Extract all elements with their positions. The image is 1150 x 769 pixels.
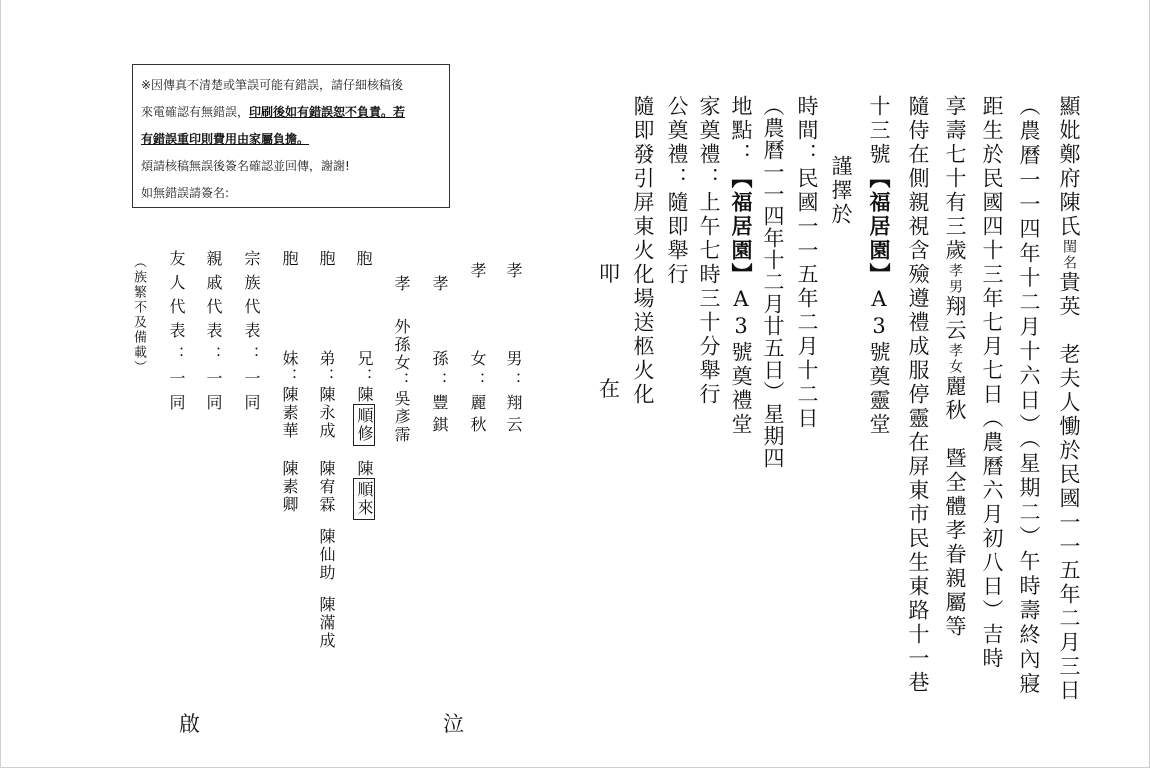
hall-name: A3號奠靈堂: [867, 287, 891, 437]
signature-prompt: 如無錯誤請簽名:: [141, 186, 230, 200]
public-ceremony: 公奠禮：隨即舉行: [665, 95, 689, 287]
qi-glyph: 啟: [179, 712, 200, 736]
xiao-son-title: 孝: [504, 262, 523, 284]
deceased-name: 顯妣鄭府陳氏: [1057, 95, 1081, 239]
xiao-daughter-title: 孝: [468, 262, 487, 284]
obit-col-7: 謹擇於: [829, 155, 853, 227]
notice-line-2-bold: 印刷後如有錯誤恕不負責。若: [249, 105, 406, 119]
elder-brother-surname-1: 陳: [355, 386, 374, 404]
younger-sister: 妹：陳素華: [280, 350, 299, 440]
notice-line-1: ※因傳真不清楚或筆誤可能有錯誤，請仔細核稿後: [141, 78, 404, 92]
elder-brother-label: 兄：: [355, 350, 374, 386]
location-label: 地點：: [729, 95, 753, 167]
xiao-wai-title: 孝: [392, 275, 411, 297]
younger-brother-3: 陳仙助: [317, 528, 336, 582]
xiao-grandson: 孫：豐錤: [430, 350, 449, 438]
notice-line-4: 煩請核稿無誤後簽名確認並回傳，謝謝!: [141, 159, 350, 173]
family-ceremony: 家奠禮：上午七時三十分舉行: [697, 95, 721, 407]
boxed-name-2: 順來: [353, 478, 375, 520]
obit-col-4: [941, 95, 969, 639]
age-text: 享壽七十有三歲: [943, 95, 967, 263]
younger-brother: 弟：陳永成: [317, 350, 336, 440]
son-name: 翔云: [943, 295, 967, 343]
venue-name: 【福居園】: [867, 167, 892, 287]
bao-sister-title: 胞: [280, 250, 299, 272]
notice-line-2-plain: 來電確認有無錯誤，: [141, 105, 250, 119]
son-label: 孝男: [947, 263, 963, 295]
elder-brother: [353, 350, 375, 446]
location-hall: A3號奠禮堂: [729, 287, 753, 437]
ceremony-lunar-date: （農曆一一四年十二月廿五日）星期四: [761, 95, 785, 469]
notice-line-2: [141, 102, 441, 129]
obit-col-5: 隨侍在側親視含殮遵禮成服停靈在屏東市民生東路十一巷: [906, 95, 930, 695]
ceremony-location: [727, 95, 755, 437]
xiao-son: 男：翔云: [504, 350, 523, 438]
obit-col-2: （農曆一一四年十二月十六日）（星期二）午時壽終內寢: [1017, 95, 1041, 697]
daughter-label: 孝女: [947, 343, 963, 375]
boxed-name-1: 順修: [353, 404, 375, 446]
clan-representative: 宗族代表：一同: [242, 250, 261, 418]
relatives-representative: 親戚代表：一同: [204, 250, 223, 418]
daughter-name: 麗秋 暨全體孝眷親屬等: [943, 375, 967, 639]
notice-line-3: [141, 129, 441, 156]
elder-brother-2: [353, 460, 375, 520]
elder-brother-surname-2: 陳: [355, 460, 374, 478]
notice-line-3-bold: 有錯誤重印則費用由家屬負擔。: [141, 132, 310, 146]
younger-brother-4: 陳滿成: [317, 596, 336, 650]
xiao-grandson-title: 孝: [430, 275, 449, 297]
cremation-text: 隨即發引屏東火化場送柩火化: [631, 95, 655, 407]
younger-brother-2: 陳宥霖: [317, 460, 336, 514]
xiao-grand-daughter: 外孫女：吳彥霈: [392, 318, 411, 444]
not-fully-listed-note: （族繁不及備載）: [131, 255, 146, 375]
address-number: 十三號: [867, 95, 891, 167]
bao-brother-title: 胞: [354, 250, 373, 272]
proof-notice-box: [132, 64, 450, 208]
obit-col-1-rest: 貴英 老夫人慟於民國一一五年二月三日: [1057, 271, 1081, 703]
friends-representative: 友人代表：一同: [167, 250, 186, 418]
younger-sister-2: 陳素卿: [280, 460, 299, 514]
qi2-glyph: 泣: [443, 712, 464, 736]
ceremony-time: 時間：民國一一五年二月十二日: [795, 95, 819, 431]
zai-glyph: 在: [599, 377, 620, 401]
maiden-name-label: 閨名: [1061, 239, 1077, 271]
xiao-daughter: 女：麗秋: [468, 350, 487, 438]
bao-younger-title: 胞: [317, 250, 336, 272]
obit-col-1: [1055, 95, 1083, 703]
obit-col-6: [865, 95, 893, 437]
location-venue: 【福居園】: [729, 167, 754, 287]
obit-col-3: 距生於民國四十三年七月七日（農曆六月初八日）吉時: [980, 95, 1004, 671]
kou-glyph: 叩: [599, 262, 620, 286]
